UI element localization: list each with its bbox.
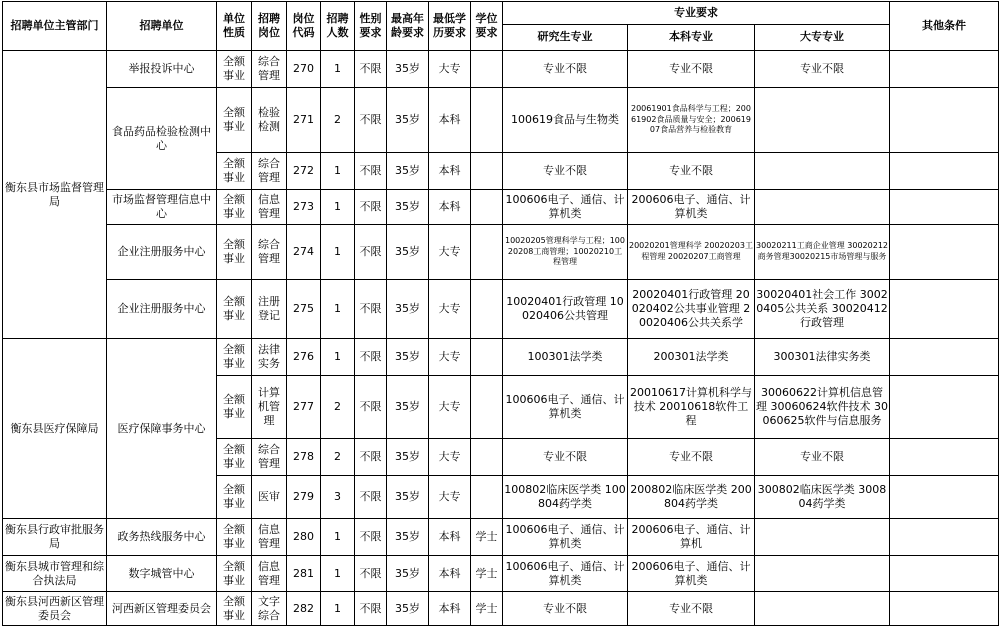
college-major-cell: 30020401社会工作 30020405公共关系 30020412行政管理 <box>755 280 890 339</box>
gender-cell: 不限 <box>355 88 387 153</box>
code-cell: 275 <box>287 280 321 339</box>
count-cell: 2 <box>321 439 355 476</box>
position-cell: 信息管理 <box>252 556 287 592</box>
position-cell: 法律实务 <box>252 339 287 376</box>
table-row <box>3 225 999 280</box>
count-cell: 1 <box>321 225 355 280</box>
header-college-major: 大专专业 <box>755 25 890 51</box>
bach-major-cell: 20020201管理科学 20020203工程管理 20020207工商管理 <box>628 225 755 280</box>
grad-major-cell: 100606电子、通信、计算机类 <box>503 519 628 556</box>
header-dept: 招聘单位主管部门 <box>3 2 107 51</box>
bach-major-cell: 专业不限 <box>628 439 755 476</box>
edu-cell: 大专 <box>429 376 471 439</box>
grad-major-cell: 专业不限 <box>503 592 628 626</box>
college-major-cell <box>755 88 890 153</box>
edu-cell: 本科 <box>429 190 471 225</box>
unit-cell: 医疗保障事务中心 <box>107 339 217 519</box>
unit-type-cell: 全额事业 <box>217 339 252 376</box>
other-cell <box>890 225 999 280</box>
position-cell: 文字综合 <box>252 592 287 626</box>
header-degree: 学位要求 <box>471 2 503 51</box>
unit-cell: 市场监督管理信息中心 <box>107 190 217 225</box>
degree-cell <box>471 51 503 88</box>
degree-cell <box>471 190 503 225</box>
gender-cell: 不限 <box>355 592 387 626</box>
college-major-cell: 专业不限 <box>755 51 890 88</box>
edu-cell: 大专 <box>429 280 471 339</box>
edu-cell: 本科 <box>429 519 471 556</box>
unit-cell: 企业注册服务中心 <box>107 225 217 280</box>
bach-major-cell: 200606电子、通信、计算机 <box>628 519 755 556</box>
other-cell <box>890 190 999 225</box>
other-cell <box>890 88 999 153</box>
unit-type-cell: 全额事业 <box>217 153 252 190</box>
unit-cell: 企业注册服务中心 <box>107 280 217 339</box>
unit-type-cell: 全额事业 <box>217 439 252 476</box>
table-row <box>3 592 999 626</box>
bach-major-cell: 200802临床医学类 200804药学类 <box>628 476 755 519</box>
count-cell: 2 <box>321 376 355 439</box>
count-cell: 1 <box>321 556 355 592</box>
table-row <box>3 190 999 225</box>
table-row <box>3 519 999 556</box>
unit-cell: 河西新区管理委员会 <box>107 592 217 626</box>
other-cell <box>890 556 999 592</box>
grad-major-cell: 10020205管理科学与工程；10020208工商管理；10020210工程管理 <box>503 225 628 280</box>
other-cell <box>890 280 999 339</box>
gender-cell: 不限 <box>355 376 387 439</box>
code-cell: 281 <box>287 556 321 592</box>
edu-cell: 大专 <box>429 439 471 476</box>
gender-cell: 不限 <box>355 519 387 556</box>
age-cell: 35岁 <box>387 153 429 190</box>
edu-cell: 大专 <box>429 225 471 280</box>
other-cell <box>890 376 999 439</box>
grad-major-cell: 100606电子、通信、计算机类 <box>503 190 628 225</box>
position-cell: 检验检测 <box>252 88 287 153</box>
header-code: 岗位代码 <box>287 2 321 51</box>
header-count: 招聘人数 <box>321 2 355 51</box>
code-cell: 273 <box>287 190 321 225</box>
gender-cell: 不限 <box>355 439 387 476</box>
degree-cell <box>471 376 503 439</box>
table-row <box>3 556 999 592</box>
age-cell: 35岁 <box>387 51 429 88</box>
grad-major-cell: 专业不限 <box>503 51 628 88</box>
header-min-edu: 最低学历要求 <box>429 2 471 51</box>
age-cell: 35岁 <box>387 339 429 376</box>
bach-major-cell: 200301法学类 <box>628 339 755 376</box>
gender-cell: 不限 <box>355 51 387 88</box>
edu-cell: 本科 <box>429 592 471 626</box>
college-major-cell: 300301法律实务类 <box>755 339 890 376</box>
header-grad-major: 研究生专业 <box>503 25 628 51</box>
edu-cell: 本科 <box>429 88 471 153</box>
position-cell: 综合管理 <box>252 51 287 88</box>
age-cell: 35岁 <box>387 280 429 339</box>
gender-cell: 不限 <box>355 280 387 339</box>
unit-type-cell: 全额事业 <box>217 556 252 592</box>
code-cell: 276 <box>287 339 321 376</box>
dept-cell: 衡东县医疗保障局 <box>3 339 107 519</box>
table-row <box>3 339 999 376</box>
other-cell <box>890 153 999 190</box>
count-cell: 1 <box>321 519 355 556</box>
bach-major-cell: 专业不限 <box>628 592 755 626</box>
degree-cell <box>471 439 503 476</box>
dept-cell: 衡东县行政审批服务局 <box>3 519 107 556</box>
unit-cell: 数字城管中心 <box>107 556 217 592</box>
bach-major-cell: 20061901食品科学与工程；20061902食品质量与安全；20061907食品营养与检验教育 <box>628 88 755 153</box>
count-cell: 1 <box>321 592 355 626</box>
grad-major-cell: 10020401行政管理 10020406公共管理 <box>503 280 628 339</box>
count-cell: 1 <box>321 280 355 339</box>
header-other: 其他条件 <box>890 2 999 51</box>
grad-major-cell: 专业不限 <box>503 153 628 190</box>
code-cell: 279 <box>287 476 321 519</box>
count-cell: 3 <box>321 476 355 519</box>
edu-cell: 本科 <box>429 153 471 190</box>
grad-major-cell: 专业不限 <box>503 439 628 476</box>
position-cell: 综合管理 <box>252 153 287 190</box>
count-cell: 1 <box>321 339 355 376</box>
dept-cell: 衡东县市场监督管理局 <box>3 51 107 339</box>
bach-major-cell: 20010617计算机科学与技术 20010618软件工程 <box>628 376 755 439</box>
position-cell: 信息管理 <box>252 190 287 225</box>
header-position: 招聘岗位 <box>252 2 287 51</box>
count-cell: 1 <box>321 51 355 88</box>
code-cell: 277 <box>287 376 321 439</box>
other-cell <box>890 476 999 519</box>
college-major-cell: 30060622计算机信息管理 30060624软件技术 30060625软件与信息服务 <box>755 376 890 439</box>
dept-cell: 衡东县城市管理和综合执法局 <box>3 556 107 592</box>
gender-cell: 不限 <box>355 556 387 592</box>
age-cell: 35岁 <box>387 519 429 556</box>
degree-cell <box>471 225 503 280</box>
gender-cell: 不限 <box>355 190 387 225</box>
unit-type-cell: 全额事业 <box>217 190 252 225</box>
code-cell: 274 <box>287 225 321 280</box>
edu-cell: 大专 <box>429 51 471 88</box>
grad-major-cell: 100606电子、通信、计算机类 <box>503 376 628 439</box>
gender-cell: 不限 <box>355 225 387 280</box>
unit-type-cell: 全额事业 <box>217 225 252 280</box>
header-unit: 招聘单位 <box>107 2 217 51</box>
age-cell: 35岁 <box>387 88 429 153</box>
college-major-cell <box>755 190 890 225</box>
recruitment-table <box>2 1 999 626</box>
unit-cell: 举报投诉中心 <box>107 51 217 88</box>
unit-cell: 食品药品检验检测中心 <box>107 88 217 190</box>
edu-cell: 大专 <box>429 476 471 519</box>
grad-major-cell: 100301法学类 <box>503 339 628 376</box>
college-major-cell: 30020211工商企业管理 30020212商务管理30020215市场管理与服务 <box>755 225 890 280</box>
bach-major-cell: 200606电子、通信、计算机类 <box>628 190 755 225</box>
other-cell <box>890 439 999 476</box>
edu-cell: 本科 <box>429 556 471 592</box>
degree-cell <box>471 339 503 376</box>
bach-major-cell: 200606电子、通信、计算机类 <box>628 556 755 592</box>
age-cell: 35岁 <box>387 225 429 280</box>
bach-major-cell: 专业不限 <box>628 153 755 190</box>
code-cell: 278 <box>287 439 321 476</box>
degree-cell <box>471 153 503 190</box>
position-cell: 综合管理 <box>252 225 287 280</box>
degree-cell: 学士 <box>471 592 503 626</box>
code-cell: 270 <box>287 51 321 88</box>
count-cell: 1 <box>321 153 355 190</box>
college-major-cell <box>755 556 890 592</box>
grad-major-cell: 100619食品与生物类 <box>503 88 628 153</box>
dept-cell: 衡东县河西新区管理委员会 <box>3 592 107 626</box>
unit-cell: 政务热线服务中心 <box>107 519 217 556</box>
other-cell <box>890 592 999 626</box>
other-cell <box>890 339 999 376</box>
code-cell: 282 <box>287 592 321 626</box>
degree-cell <box>471 88 503 153</box>
age-cell: 35岁 <box>387 190 429 225</box>
unit-type-cell: 全额事业 <box>217 88 252 153</box>
count-cell: 1 <box>321 190 355 225</box>
code-cell: 280 <box>287 519 321 556</box>
header-max-age: 最高年龄要求 <box>387 2 429 51</box>
grad-major-cell: 100802临床医学类 100804药学类 <box>503 476 628 519</box>
degree-cell <box>471 280 503 339</box>
position-cell: 综合管理 <box>252 439 287 476</box>
bach-major-cell: 20020401行政管理 20020402公共事业管理 20020406公共关系学 <box>628 280 755 339</box>
college-major-cell: 专业不限 <box>755 439 890 476</box>
degree-cell: 学士 <box>471 519 503 556</box>
table-row <box>3 88 999 153</box>
gender-cell: 不限 <box>355 476 387 519</box>
edu-cell: 大专 <box>429 339 471 376</box>
age-cell: 35岁 <box>387 476 429 519</box>
position-cell: 注册登记 <box>252 280 287 339</box>
unit-type-cell: 全额事业 <box>217 592 252 626</box>
age-cell: 35岁 <box>387 556 429 592</box>
college-major-cell: 300802临床医学类 300804药学类 <box>755 476 890 519</box>
age-cell: 35岁 <box>387 376 429 439</box>
position-cell: 医审 <box>252 476 287 519</box>
position-cell: 信息管理 <box>252 519 287 556</box>
position-cell: 计算机管理 <box>252 376 287 439</box>
grad-major-cell: 100606电子、通信、计算机类 <box>503 556 628 592</box>
header-unit-type: 单位性质 <box>217 2 252 51</box>
age-cell: 35岁 <box>387 439 429 476</box>
code-cell: 271 <box>287 88 321 153</box>
code-cell: 272 <box>287 153 321 190</box>
unit-type-cell: 全额事业 <box>217 280 252 339</box>
gender-cell: 不限 <box>355 153 387 190</box>
college-major-cell <box>755 153 890 190</box>
college-major-cell <box>755 519 890 556</box>
header-bach-major: 本科专业 <box>628 25 755 51</box>
unit-type-cell: 全额事业 <box>217 51 252 88</box>
unit-type-cell: 全额事业 <box>217 519 252 556</box>
unit-type-cell: 全额事业 <box>217 376 252 439</box>
age-cell: 35岁 <box>387 592 429 626</box>
count-cell: 2 <box>321 88 355 153</box>
degree-cell: 学士 <box>471 556 503 592</box>
table-row <box>3 280 999 339</box>
header-gender: 性别要求 <box>355 2 387 51</box>
bach-major-cell: 专业不限 <box>628 51 755 88</box>
table-row <box>3 51 999 88</box>
other-cell <box>890 519 999 556</box>
header-major: 专业要求 <box>503 2 890 25</box>
other-cell <box>890 51 999 88</box>
degree-cell <box>471 476 503 519</box>
gender-cell: 不限 <box>355 339 387 376</box>
unit-type-cell: 全额事业 <box>217 476 252 519</box>
college-major-cell <box>755 592 890 626</box>
